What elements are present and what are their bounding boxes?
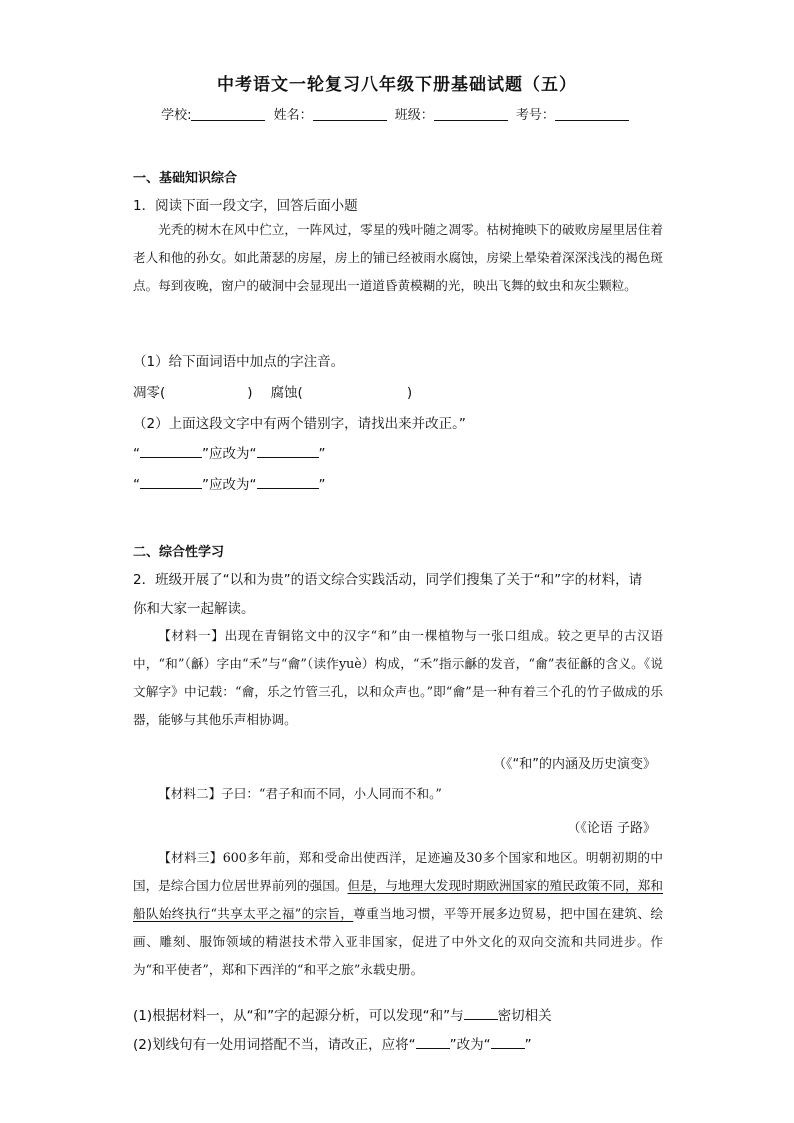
correct-char-blank-2[interactable] — [257, 476, 319, 489]
number-label: 考号： — [515, 108, 555, 123]
material-two: 【材料二】子曰：“君子和而不同，小人同而不和。” — [158, 786, 442, 801]
material-two-source: （《论语 子路》 — [567, 821, 656, 836]
answer-blank-origin[interactable] — [464, 1007, 498, 1020]
sub-question-1: （1）给下面词语中加点的字注音。 — [133, 354, 345, 370]
class-label: 班级： — [394, 108, 434, 123]
sub-question-2: （2）上面这段文字中有两个错别字，请找出来并改正。” — [133, 416, 466, 432]
page-title: 中考语文一轮复习八年级下册基础试题（五） — [217, 75, 577, 95]
correction-row-1: “ ”应改为“ ” — [133, 446, 326, 462]
question-2-line-1: 2．班级开展了“以和为贵”的语文综合实践活动，同学们搜集了关于“和”字的材料，请 — [133, 572, 643, 588]
material-three: 【材料三】600多年前，郑和受命出使西洋，足迹遍及30多个国家和地区。明朝初期的中国，是综合国力位居世界前列的强国。但是，与地理大发现时期欧洲国家的殖民政策不同，郑和船队始终执行“共享太平之福”的宗旨，尊重当地习惯，平等开展多边贸易，把中国在建筑、绘画、雕刻、服饰领域的精湛技术带入亚非国家，促进了中外文化的双向交流和共同进步。作为“和平使者”，郑和下西洋的“和平之旅”永载史册。 — [133, 850, 664, 977]
material-one-source: （《“和”的内涵及历史演变》 — [493, 757, 656, 772]
wrong-char-blank-2[interactable] — [140, 476, 202, 489]
class-blank[interactable] — [434, 106, 508, 121]
question-1: 1．阅读下面一段文字，回答后面小题 — [133, 198, 358, 214]
word-fushi: 腐蚀( — [270, 385, 303, 401]
word-diaoling: 凋零( — [133, 385, 166, 401]
name-label: 姓名： — [273, 108, 313, 123]
sub-question-2-2: (2)划线句有一处用词搭配不当，请改正，应将“ ”改为“ ” — [133, 1037, 532, 1053]
number-blank[interactable] — [555, 106, 629, 121]
sub-question-2-1: (1)根据材料一，从“和”字的起源分析，可以发现“和”与 密切相关 — [133, 1008, 552, 1024]
section-heading-comprehensive: 二、综合性学习 — [133, 545, 225, 560]
answer-blank-correct-word[interactable] — [491, 1036, 525, 1049]
school-label: 学校: — [161, 108, 192, 123]
correct-char-blank-1[interactable] — [257, 445, 319, 458]
name-blank[interactable] — [313, 106, 387, 121]
student-info-row — [0, 104, 794, 123]
school-blank[interactable] — [191, 106, 265, 121]
answer-blank-wrong-word[interactable] — [416, 1036, 450, 1049]
underlined-sentence: 但是，与地理大发现时期欧洲国家的殖民政策不同，郑和船队始终执行“共享太平之福”的宗旨， — [133, 878, 664, 921]
question-2-line-2: 你和大家一起解读。 — [133, 601, 255, 617]
material-one: 【材料一】出现在青铜铭文中的汉字“和”由一棵植物与一张口组成。较之更早的古汉语中，“和”（龢）字由“禾”与“龠”（读作yuè）构成，“禾”指示龢的发音，“龠”表征龢的含义。《说文解字》中记载：“龠，乐之竹管三孔，以和众声也。”即“龠”是一种有着三个孔的竹子做成的乐器，能够与其他乐声相协调。 — [133, 628, 663, 727]
reading-passage: 光秃的树木在风中伫立，一阵风过，零星的残叶随之凋零。枯树掩映下的破败房屋里居住着老人和他的孙女。如此萧瑟的房屋，房上的铺已经被雨水腐蚀，房梁上晕染着深深浅浅的褐色斑点。每到夜晚，窗户的破洞中会显现出一道道昏黄模糊的光，映出飞舞的蚊虫和灰尘颗粒。 — [133, 222, 663, 293]
wrong-char-blank-1[interactable] — [140, 445, 202, 458]
pinyin-row: 凋零( ) 腐蚀( ) — [133, 385, 413, 401]
correction-row-2: “ ”应改为“ ” — [133, 477, 326, 493]
section-heading-basic: 一、基础知识综合 — [133, 171, 238, 186]
